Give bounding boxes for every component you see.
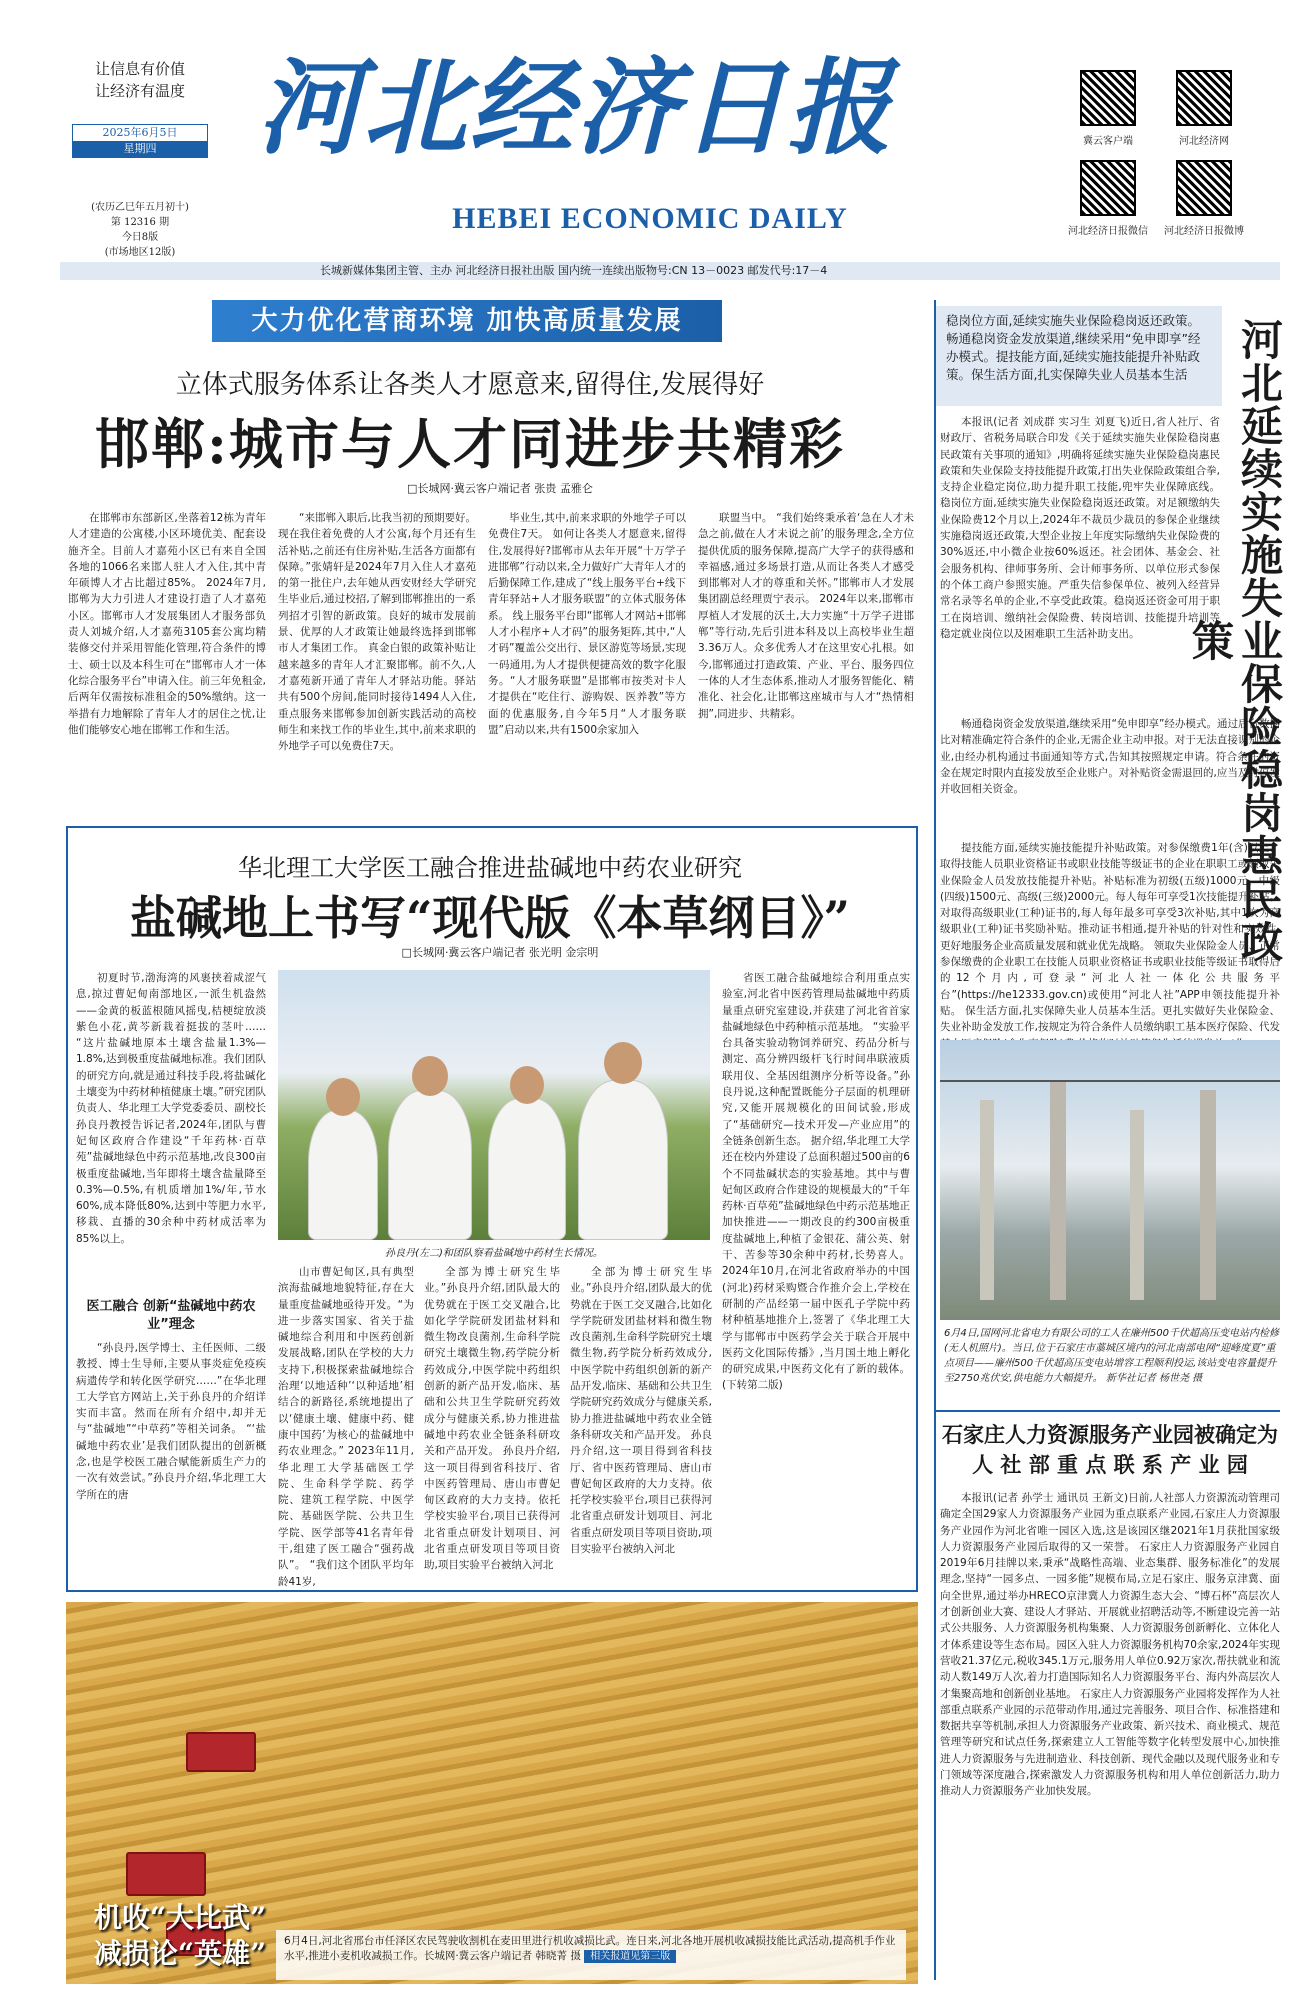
lead-column-4 xyxy=(698,510,914,810)
person-head xyxy=(604,1042,642,1084)
story2-paragraph: 初夏时节,渤海湾的风裹挟着咸涩气息,掠过曹妃甸南部地区,一派生机盎然——金黄的板蓝根随风摇曳,桔梗绽放淡紫色小花,黄芩新栽着挺拔的茎叶…… “这片盐碱地原本土壤含盐量1.3%—1.8%,达到极重度盐碱地标准。我们团队的研究方向,就是通过科技手段,将盐碱化土壤变为中药材种植健康土壤。”研究团队负责人、华北理工大学党委委员、副校长孙良丹教授告诉记者,2024年,团队与曹妃甸区政府合作建设“千年药林·百草苑”盐碱地绿色中药示范基地,改良300亩极重度盐碱地,当年即将土壤含盐量降至0.3%—0.5%,有机质增加1%/年,节水60%,成本降低80%,达到中等肥力水平,移栽、直播的30余种中药材成活率为85%以上。 xyxy=(76,972,266,1245)
column-divider xyxy=(934,300,936,1980)
right-story2-headline-line-2: 人 社 部 重 点 联 系 产 业 园 xyxy=(972,1452,1248,1477)
lead-paragraph: 毕业生,其中,前来求职的外地学子可以免费住7天。 如何让各类人才愿意来,留得住,发展得好?邯郸市从去年开展“十万学子进邯郸”行动以来,全力做好广大青年人才的后勤保障工作,建成了“线上服务平台+线下青年驿站+人才服务联盟”的立体式服务体系。 线上服务平台即“邯郸人才网站+邯郸人才小程序+人才码”的服务矩阵,其中,“人才码”覆盖公交出行、景区游览等场景,实现一码通用,为人才提供便捷高效的数字化服务。“人才服务联盟”是邯郸市按类对卡人才提供在“吃住行、游购娱、医养教”等方面的优惠服务,自今年5月“人才服务联盟”启动以来,共有1500余家加入 xyxy=(488,512,686,736)
story2-paragraph: 山市曹妃甸区,具有典型滨海盐碱地地貌特征,存在大量重度盐碱地亟待开发。“为进一步落实国家、省关于盐碱地综合利用和中医药创新发展战略,团队在学校的大力支持下,积极探索盐碱地综合治理‘以地适种’‘以种适地’相结合的新路径,系统地提出了以‘健康土壤、健康中药、健康中国药’为核心的盐碱地中药农业理念。” 2023年11月,华北理工大学基础医工学院、生命科学学院、药学院、建筑工程学院、中医学院、基础医学院、公共卫生学院、医学部等41名青年骨干,组建了医工融合“强药战队”。 “我们这个团队平均年龄41岁, xyxy=(278,1266,414,1588)
lead-paragraph: 联盟当中。 “我们始终秉承着‘急在人才未急之前,做在人才未说之前’的服务理念,全方位提供优质的服务保障,提高广大学子的获得感和幸福感,通过多场景打造,从而让各类人才感受到邯郸对人才的尊重和关怀。”邯郸市人才发展集团副总经理贾宁表示。 2024年以来,邯郸市厚植人才发展的沃土,大力实施“十万学子进邯郸”等行动,先后引进本科及以上高校毕业生超3.36万人。众多优秀人才在这里安心扎根。如今,邯郸通过打造政策、产业、平台、服务四位一体的人才生态体系,推动人才服务智能化、精准化、社会化,让邯郸这座城市与人才“热情相拥”,同进步、共精彩。 xyxy=(698,512,914,720)
photo-caption: 孙良丹(左二)和团队察看盐碱地中药材生长情况。 xyxy=(385,1248,603,1259)
lead-column-1 xyxy=(68,510,266,810)
date: 2025年6月5日 xyxy=(102,126,178,139)
photo-credit: 新华社记者 杨世尧 摄 xyxy=(1105,1373,1203,1384)
insulator-column xyxy=(980,1100,994,1300)
story2-paragraph: 全部为博士研究生毕业。”孙良丹介绍,团队最大的优势就在于医工交叉融合,比如化学学院研发团盐材料和微生物改良菌剂,生命科学院研究土壤微生物,药学院分析药效成分,中医学院中药组织创新的新产品开发,临床、基础和公共卫生学院研究药效成分与健康关系,协力推进盐碱地中药农业全链条科研攻关和产品开发。 孙良丹介绍,这一项目得到省科技厅、省中医药管理局、唐山市曹妃甸区政府的大力支持。依托学校实验平台,项目已获得河北省重点研发计划项目、河北省重点研发项目等项目资助,项目实验平台被纳入河北 xyxy=(570,1266,712,1556)
story2-column-1 xyxy=(76,970,266,1292)
story2-paragraph: 省医工融合盐碱地综合利用重点实验室,河北省中医药管理局盐碱地中药质量重点研究室建设,并获建了河北省首家盐碱地绿色中药种植示范基地。 “实验平台具备实验动物饲养研究、药品分析与测定、高分辨四级杆飞行时间串联液质联用仪、全基因组测序分析等设备。”孙良丹说,这种配置既能分子层面的机理研究,又能开展规模化的田间试验,形成了“基础研究—技术开发—产业应用”的全链条创新生态。 据介绍,华北理工大学还在校内外建设了总面积超过500亩的6个不同盐碱状态的实验基地。其中与曹妃甸区政府合作建设的规模最大的“千年药林·百草苑”盐碱地绿色中药示范基地正加快推进——一期改良的约300亩极重度盐碱地上,种植了金银花、蒲公英、射干、苦参等30余种中药材,长势喜人。 2024年10月,在河北省政府举办的中国(河北)药材采购暨合作推介会上,学校在研制的产品经第一届中医孔子学院中药材种植基地推介上,签署了《华北理工大学与邯郸市中医药学会关于联合开展中医药文化国际传播》,当月国土地上孵化的研究成果,中医药文化有了新的载体。 (下转第二版) xyxy=(722,972,910,1392)
story2-paragraph: “孙良丹,医学博士、主任医师、二级教授、博士生导师,主要从事炎症免疫疾病遗传学和转化医学研究……”在华北理工大学官方网站上,关于孙良丹的介绍详实而丰富。然而在所有介绍中,却并无与“盐碱地”“中草药”等相关词条。 “‘盐碱地中药农业’是我们团队提出的创新概念,也是学校医工融合赋能新质生产力的一次有效尝试。”孙良丹介绍,华北理工大学所在的唐 xyxy=(76,1342,266,1501)
section-divider xyxy=(936,1410,1280,1412)
right-story-paragraph: 畅通稳岗资金发放渠道,继续采用“免申即享”经办模式。通过后台数据比对精准确定符合条件的企业,无需企业主动申报。对于无法直接识别的企业,由经办机构通过书面通知等方式,告知其按照规定申请。符合条件的资金在规定时限内直接发放至企业账户。对补贴资金需退回的,应当及时停发并收回相关资金。 xyxy=(940,718,1280,796)
power-line xyxy=(940,1080,1280,1082)
weekday: 星期四 xyxy=(73,141,207,157)
story2-subheadline: 华北理工大学医工融合推进盐碱地中药农业研究 xyxy=(238,854,742,882)
lunar-date: (农历乙巳年五月初十) xyxy=(91,202,189,213)
qr-label: 冀云客户端 xyxy=(1083,136,1133,147)
insulator-column xyxy=(1130,1110,1144,1300)
newspaper-logo-en: HEBEI ECONOMIC DAILY xyxy=(452,202,848,235)
story2-column-3b xyxy=(570,1264,712,1580)
story2-column-1b xyxy=(76,1340,266,1580)
related-report-tag[interactable]: 相关报道见第三版 xyxy=(584,1950,676,1963)
section-banner: 大力优化营商环境 加快高质量发展 xyxy=(212,300,722,342)
person-head xyxy=(412,1056,448,1096)
insulator-column xyxy=(1200,1090,1216,1300)
lead-paragraph: “来邯郸入职后,比我当初的预期要好。现在我住着免费的人才公寓,每个月还有生活补贴,之前还有住房补贴,生活各方面都有保障。”张婧轩是2024年7月入住人才嘉苑的第一批住户,去年她从西安财经大学研究生毕业后,通过校招,了解到邯郸推出的一系列招才引智的新政策。良好的城市发展前景、优厚的人才政策让她最终选择到邯郸市人才集团工作。 真金白银的政策补贴让越来越多的青年人才汇聚邯郸。前不久,人才嘉苑新开通了青年人才驿站功能。驿站共有500个房间,能同时接待1494人入住,重点服务来邯郸参加创新实践活动的高校师生和来找工作的毕业生,其中,前来求职的外地学子可以免费住7天。 xyxy=(278,512,476,753)
qr-label: 河北经济日报微信 xyxy=(1068,226,1148,237)
harvest-title-line-1: 机收“大比武” xyxy=(93,1901,267,1934)
lead-paragraph: 在邯郸市东部新区,坐落着12栋为青年人才建造的公寓楼,小区环境优美、配套设施齐全。目前人才嘉苑小区已有来自全国各地的1066名来邯人驻人才入住,其中青年硕博人才占比超过85%。 2024年7月,邯郸为大力引进人才建设打造了人才嘉苑小区。邯郸市人才发展集团人才服务部负责人刘城介绍,人才嘉苑3105套公寓均精装修交付并采用智能化管理,符合条件的博士、硕士以及本科生可在“邯郸市人才一体化综合服务平台”申请入住。前三年免租金,后两年仅需按标准租金的50%缴纳。这一举措有力地解除了青年人才的居住之忧,让他们能够安心地在邯郸工作和生活。 xyxy=(68,512,266,736)
person-figure xyxy=(578,1080,668,1240)
story2-paragraph: 全部为博士研究生毕业。”孙良丹介绍,团队最大的优势就在于医工交叉融合,比如化学学院研发团盐材料和微生物改良菌剂,生命科学院研究土壤微生物,药学院分析药效成分,中医学院中药组织创新的新产品开发,临床、基础和公共卫生学院研究药效成分与健康关系,协力推进盐碱地中药农业全链条科研攻关和产品开发。 孙良丹介绍,这一项目得到省科技厅、省中医药管理局、唐山市曹妃甸区政府的大力支持。依托学校实验平台,项目已获得河北省重点研发计划项目、河北省重点研发项目等项目资助,项目实验平台被纳入河北 xyxy=(424,1266,560,1572)
date-box xyxy=(72,124,208,158)
right-story-column xyxy=(940,840,1280,1034)
qr-code-icon[interactable] xyxy=(1080,70,1136,126)
qr-label: 河北经济网 xyxy=(1179,136,1229,147)
right-story2-headline[interactable] xyxy=(940,1420,1280,1480)
right-story-paragraph: 提技能方面,延续实施技能提升补贴政策。对参保缴费1年(含)以上、取得技能人员职业资格证书或职业技能等级证书的企业在职职工或领取失业保险金人员发放技能提升补贴。补贴标准为初级(五级)1000元、中级(四级)1500元、高级(三级)2000元。每人每年可享受1次技能提升补贴。对取得高级职业(工种)证书的,每人每年最多可享受3次补贴,其中1次为高级职业(工种)证书奖励补贴。推动证书相通,提升补贴的针对性和实效性,更好地服务企业高质量发展和就业优先战略。 领取失业保险金人员、正常参保缴费的企业职工在技能人员职业资格证书或职业技能等级证书取得后的12个月内,可登录“河北人社一体化公共服务平台”(https://he12333.gov.cn)或使用“河北人社”APP申领技能提升补贴。 保生活方面,扎实保障失业人员基本生活。更扎实做好失业保险金、失业补助金发放工作,按规定为符合条件人员缴纳职工基本医疗保险、代发 xyxy=(940,842,1280,1034)
substation-photo[interactable] xyxy=(940,1040,1280,1320)
right-story-column xyxy=(940,414,1220,714)
story2-headline[interactable]: 盐碱地上书写“现代版《本草纲目》” xyxy=(130,891,850,945)
harvester-icon xyxy=(126,1852,206,1896)
lead-column-3 xyxy=(488,510,686,810)
right-story-paragraph: 本报讯(记者 刘成群 实习生 刘夏飞)近日,省人社厅、省财政厅、省税务局联合印发《关于延续实施失业保险稳岗惠民政策有关事项的通知》,明确将延续实施失业保险稳岗惠民政策和失业保险支持技能提升政策,打出失业保险政策组合拳,支持企业稳定岗位,助力提升职工技能,兜牢失业保障底线。 稳岗位方面,延续实施失业保险稳岗返还政策。对足额缴纳失业保险费12个月以上,2024年不裁员少裁员的参保企业继续实施稳岗返还政策,大型企业按上年度实际缴纳失业保险费的30%返还,中小微企业按60%返还。社会团体、基金会、社会服务机构、律师事务所、会计师事务所、以单位形式参保的个体工商户参照实施。严重失信参保单位、被列入经营异常名录等名单的企业,不享受此政策。稳岗返还资金可用于职工在岗培训、缴纳社会保险费、转岗培训、技能提升培训等稳定就业岗位以及困难职工生活补助支出。 xyxy=(940,416,1220,640)
story2-column-3 xyxy=(424,1264,560,1580)
substation-caption xyxy=(944,1326,1280,1386)
harvest-caption xyxy=(276,1930,906,1980)
substation-caption-text: 6月4日,国网河北省电力有限公司的工人在廉州500千伏超高压变电站内检修(无人机照片)。当日,位于石家庄市藁城区境内的河北南部电网“迎峰度夏”重点项目——廉州500千伏超高压变电站增容工程顺利投运,该站变电容量提升至2750兆伏安,供电能力大幅提升。 xyxy=(944,1328,1279,1384)
page-count: 今日8版 xyxy=(121,232,159,243)
newspaper-logo: 河北经济日报 xyxy=(256,46,893,169)
story2-column-2 xyxy=(278,1264,414,1588)
person-figure xyxy=(488,1098,566,1240)
story2-byline: □长城网·冀云客户端记者 张光明 金宗明 xyxy=(401,946,599,959)
publication-bar: 长城新媒体集团主管、主办 河北经济日报社出版 国内统一连续出版物号:CN 13－0023 邮发代号:17－4 xyxy=(60,262,1280,280)
right-story-intro: 稳岗位方面,延续实施失业保险稳岗返还政策。畅通稳岗资金发放渠道,继续采用“免申即享”经办模式。提技能方面,延续实施技能提升补贴政策。保生活方面,扎实保障失业人员基本生活 xyxy=(936,306,1222,406)
person-figure xyxy=(388,1090,472,1240)
right-story2-column xyxy=(940,1490,1280,1982)
person-head xyxy=(326,1078,360,1116)
harvest-caption-text: 6月4日,河北省邢台市任泽区农民驾驶收割机在麦田里进行机收减损比武。连日来,河北各地开展机收减损技能比武活动,提高机手作业水平,推进小麦机收减损工作。长城网·冀云客户端记者 韩晓菁 摄 xyxy=(284,1935,896,1962)
issue-number: 第 12316 期 xyxy=(110,217,170,228)
lead-column-2 xyxy=(278,510,476,810)
story2-section-head: 医工融合 创新“盐碱地中药农业”理念 xyxy=(86,1299,256,1332)
harvest-title xyxy=(90,1900,270,1972)
right-story2-paragraph: 本报讯(记者 孙学士 通讯员 王新文)日前,人社部人力资源流动管理司确定全国29家人力资源服务产业园为重点联系产业园,石家庄人力资源服务产业园作为河北省唯一园区入选,这是该园区继2021年1月获批国家级人力资源服务产业园后取得的又一荣誉。 石家庄人力资源服务产业园自2019年6月挂牌以来,秉承“战略性高端、业态集群、服务标准化”的发展理念,坚持“一园多点、一园多能”规模布局,立足石家庄、服务京津冀、面向全世界,通过举办HRECO京津冀人力资源生态大会、“博石杯”高层次人才创新创业大赛、建设人才驿站、开展就业招聘活动等,不断建设完善一站式公共服务、人力资源服务机构集聚、人力资源服务创新孵化、立体化人才体系建设等生态布局。园区入驻人力资源服务机构70余家,2024年实现营收21.37亿元,税收345.1万元,服务用人单位0.92万家次,帮扶就业和流动人数149万人次,着力打造国际知名人力资源服务平台、海内外高层次人才集聚高地和创新创业基地。 石家庄人力资源服务产业园将发挥作为人社部重点联系产业园的示范带动作用,通过完善服务、项目合作、标准搭建和数据共享等机制,承担人力资源服务产业政策、新兴技术、商业模式、规范管理等研究和试点任务,探索建立人工智能等数字化转型发展中心,加快推进人力资源服务与先进制造业、科技创新、现代金融以及现代服务业和专门领域等深度融合,探索激发人力资源服务机构和用人单位创新活力,助力推动人力资源服务产业加快发展。 xyxy=(940,1492,1280,1798)
field-research-photo[interactable] xyxy=(278,970,710,1240)
person-figure xyxy=(308,1110,378,1240)
insulator-column xyxy=(1050,1080,1066,1300)
qr-label: 河北经济日报微博 xyxy=(1164,226,1244,237)
issue-info xyxy=(72,200,208,260)
slogan xyxy=(70,58,210,102)
edition-note: (市场地区12版) xyxy=(104,247,176,258)
harvest-title-line-2: 减损论“英雄” xyxy=(93,1937,267,1970)
slogan-line-2: 让经济有温度 xyxy=(94,82,185,100)
qr-code-icon[interactable] xyxy=(1176,70,1232,126)
lead-byline: □长城网·冀云客户端记者 张贵 孟雅仑 xyxy=(407,482,593,495)
lead-subheadline: 立体式服务体系让各类人才愿意来,留得住,发展得好 xyxy=(175,370,765,400)
right-story-column xyxy=(940,716,1280,836)
person-head xyxy=(510,1066,544,1104)
qr-code-icon[interactable] xyxy=(1080,160,1136,216)
qr-code-icon[interactable] xyxy=(1176,160,1232,216)
story2-column-4 xyxy=(722,970,910,1580)
right-story-headline[interactable]: 河北延续实施失业保险稳岗惠民政策 xyxy=(1186,317,1284,963)
slogan-line-1: 让信息有价值 xyxy=(94,60,185,78)
lead-headline[interactable]: 邯郸:城市与人才同进步共精彩 xyxy=(95,412,845,476)
harvester-icon xyxy=(186,1732,256,1772)
right-story2-headline-line-1: 石家庄人力资源服务产业园被确定为 xyxy=(942,1422,1278,1447)
